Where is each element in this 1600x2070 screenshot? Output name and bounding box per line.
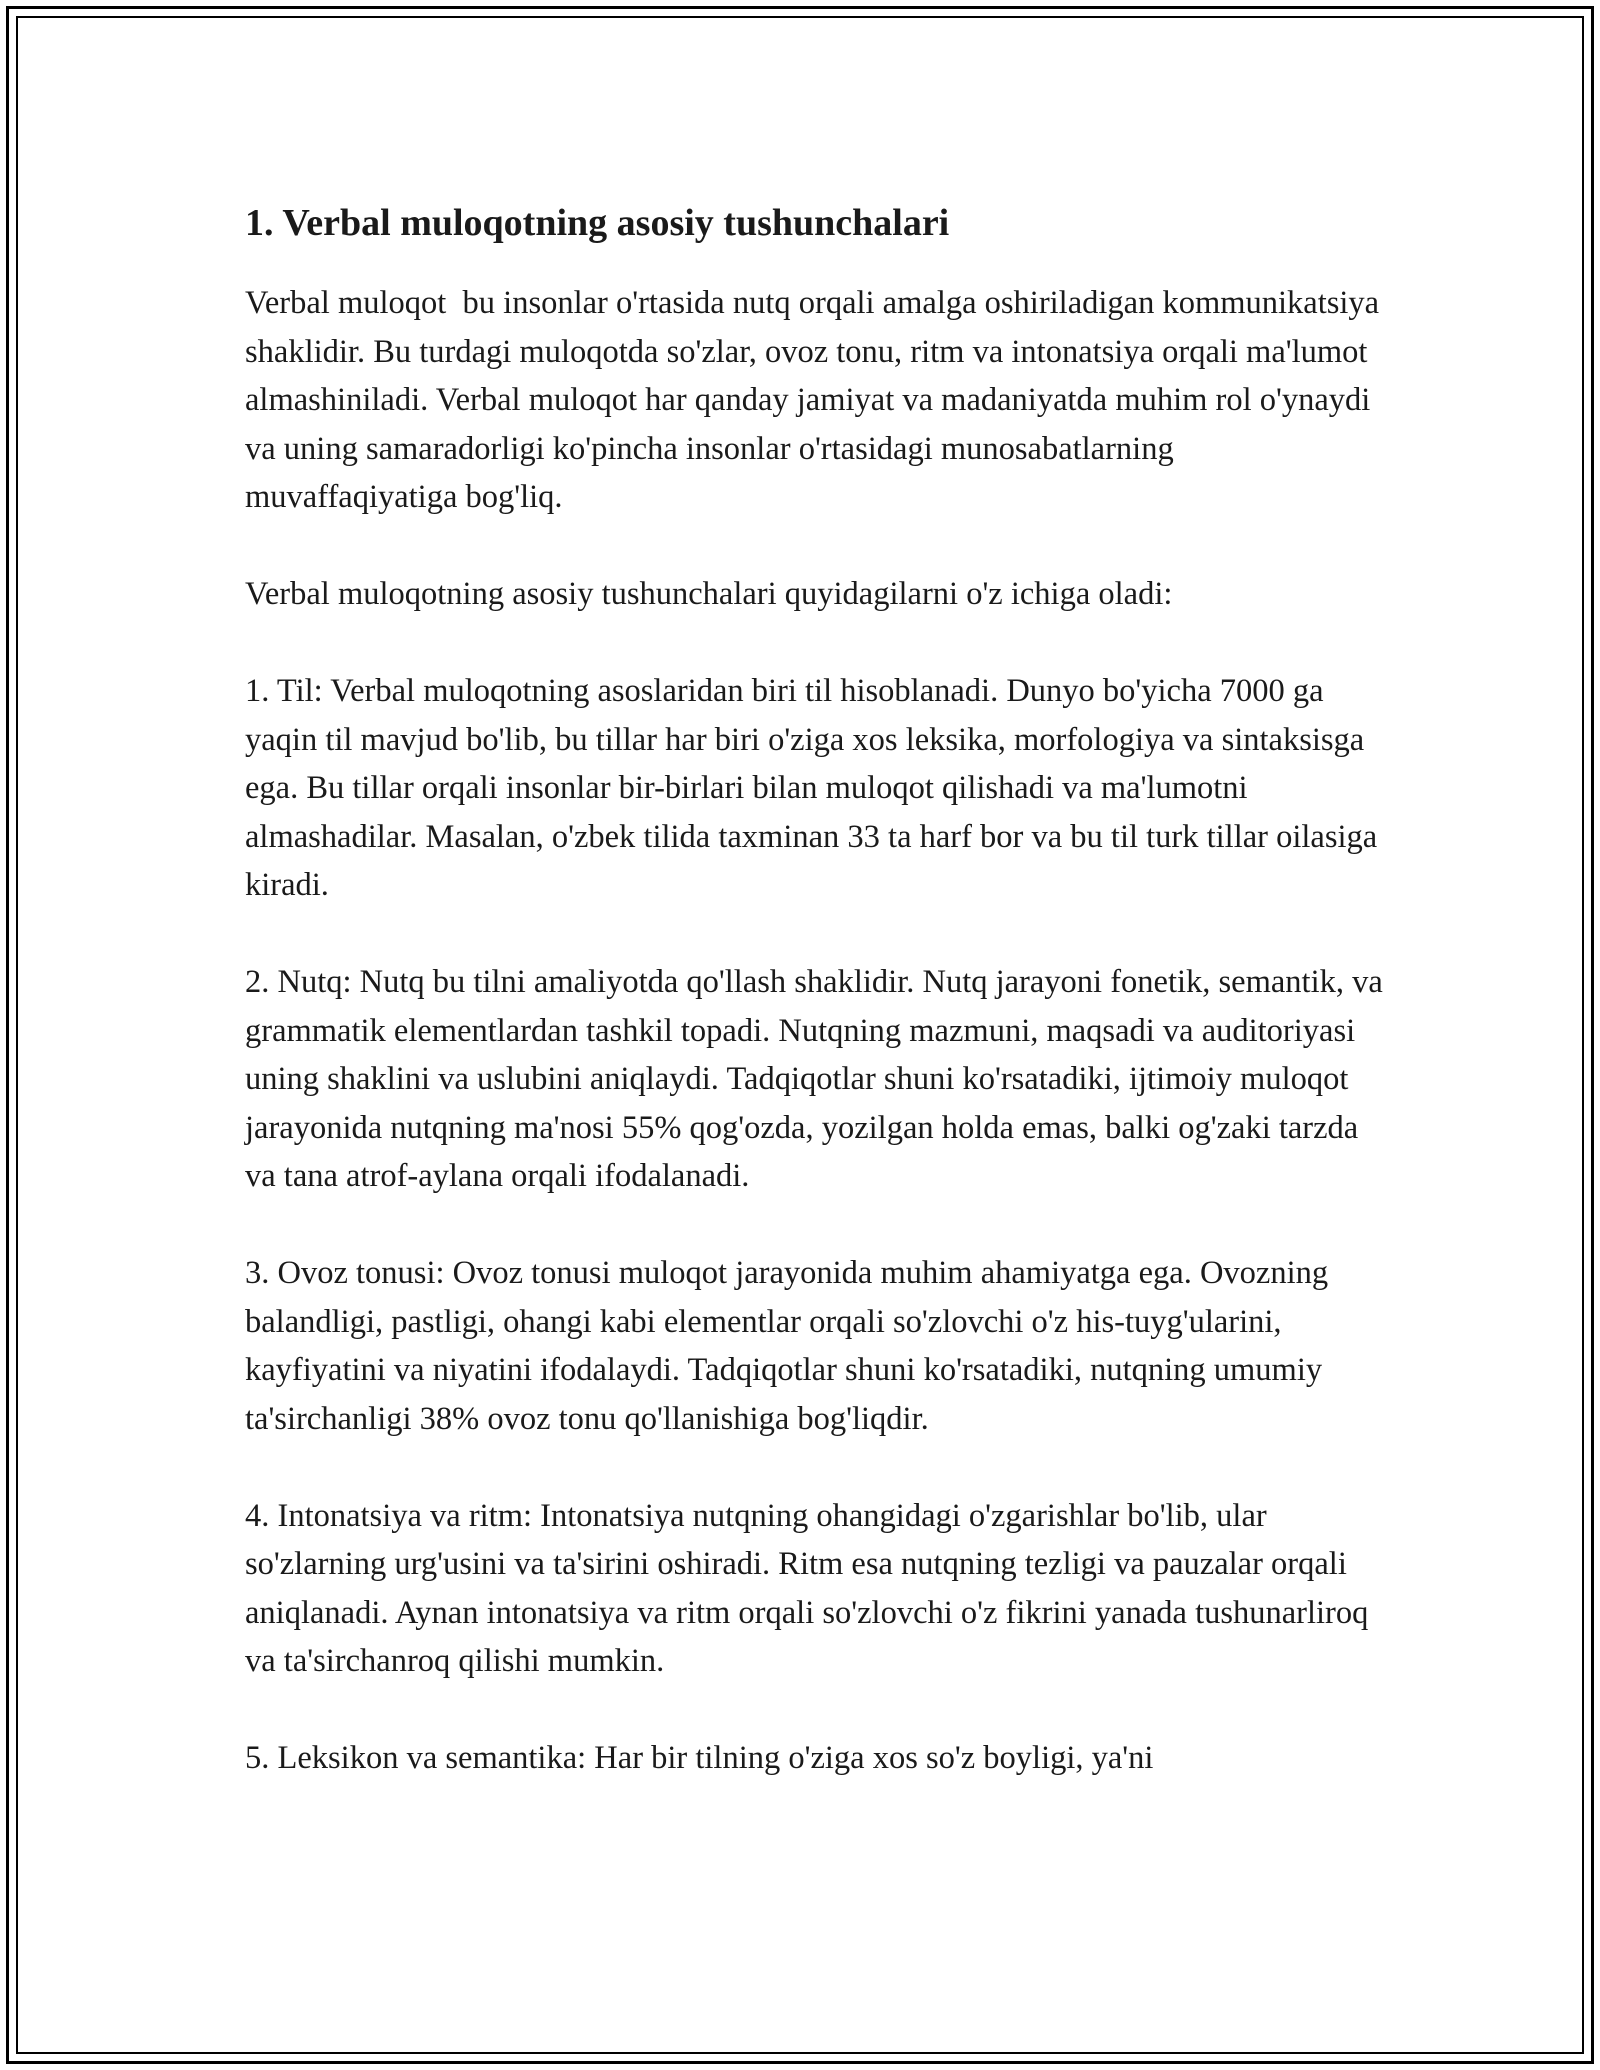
paragraph-item-ovoz-tonusi: 3. Ovoz tonusi: Ovoz tonusi muloqot jarayonida muhim ahamiyatga ega. Ovozning balandligi, pastligi, ohangi kabi elementlar orqali so'zlovchi o'z his-tuyg'ularini, kayfiyatini va niyatini ifodalaydi. Tadqiqotlar shuni ko'rsatadiki, nutqning umumiy ta'sirchanligi 38% ovoz tonu qo'llanishiga bog'liqdir.	[245, 1255, 1337, 1437]
paragraph-item-til: 1. Til: Verbal muloqotning asoslaridan biri til hisoblanadi. Dunyo bo'yicha 7000 ga yaqin til mavjud bo'lib, bu tillar har biri o'ziga xos leksika, morfologiya va sintaksisga ega. Bu tillar orqali insonlar bir-birlari bilan muloqot qilishadi va ma'lumotni almashadilar. Masalan, o'zbek tilida taxminan 33 ta harf bor va bu til turk tillar oilasiga kiradi.	[245, 673, 1386, 903]
document-body	[245, 193, 1391, 1831]
paragraph-item-leksikon: 5. Leksikon va semantika: Har bir tilning o'ziga xos so'z boyligi, ya'ni	[245, 1740, 1154, 1776]
paragraph-list-intro: Verbal muloqotning asosiy tushunchalari quyidagilarni o'z ichiga oladi:	[245, 576, 1173, 612]
paragraph-item-nutq: 2. Nutq: Nutq bu tilni amaliyotda qo'llash shaklidir. Nutq jarayoni fonetik, semantik, va grammatik elementlardan tashkil topadi. Nutqning mazmuni, maqsadi va auditoriyasi uning shaklini va uslubini aniqlaydi. Tadqiqotlar shuni ko'rsatadiki, ijtimoiy muloqot jarayonida nutqning ma'nosi 55% qog'ozda, yozilgan holda emas, balki og'zaki tarzda va tana atrof-aylana orqali ifodalanadi.	[245, 964, 1391, 1194]
section-title: 1. Verbal muloqotning asosiy tushunchalari	[245, 202, 950, 244]
paragraph-intro: Verbal muloqot bu insonlar o'rtasida nutq orqali amalga oshiriladigan kommunikatsiya shaklidir. Bu turdagi muloqotda so'zlar, ovoz tonu, ritm va intonatsiya orqali ma'lumot almashiniladi. Verbal muloqot har qanday jamiyat va madaniyatda muhim rol o'ynaydi va uning samaradorligi ko'pincha insonlar o'rtasidagi munosabatlarning muvaffaqiyatiga bog'liq.	[245, 285, 1388, 515]
page-frame	[6, 6, 1594, 2064]
paragraph-item-intonatsiya: 4. Intonatsiya va ritm: Intonatsiya nutqning ohangidagi o'zgarishlar bo'lib, ular so'zlarning urg'usini va ta'sirini oshiradi. Ritm esa nutqning tezligi va pauzalar orqali aniqlanadi. Aynan intonatsiya va ritm orqali so'zlovchi o'z fikrini yanada tushunarliroq va ta'sirchanroq qilishi mumkin.	[245, 1497, 1377, 1679]
